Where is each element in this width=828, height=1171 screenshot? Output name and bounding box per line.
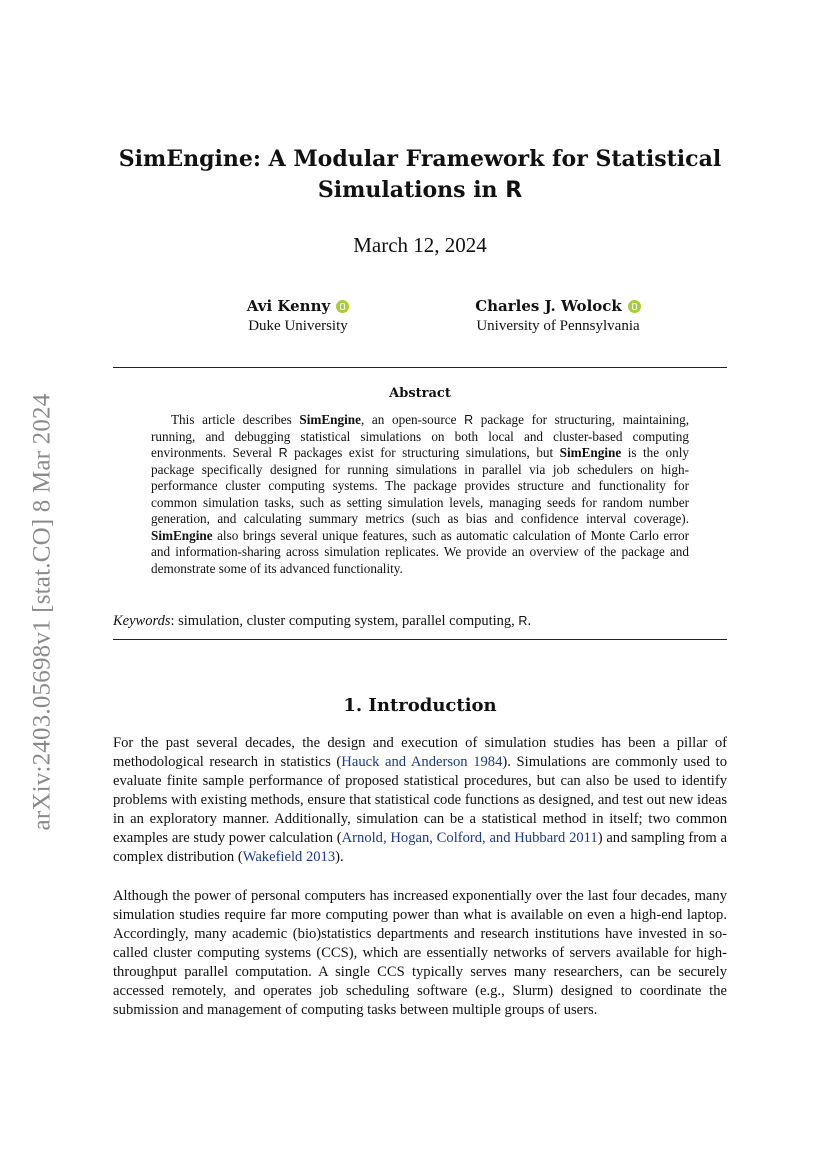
abstract-segment: This article describes bbox=[171, 412, 300, 427]
arxiv-identifier: arXiv:2403.05698v1 [stat.CO] 8 Mar 2024 bbox=[28, 393, 56, 831]
paper-title bbox=[113, 144, 727, 206]
package-name: SimEngine bbox=[559, 445, 622, 460]
abstract-bottom-rule bbox=[113, 639, 727, 640]
r-language-mark: R bbox=[278, 446, 288, 460]
keywords-end: . bbox=[527, 613, 532, 629]
orcid-icon[interactable] bbox=[628, 300, 641, 313]
citation-link[interactable]: Arnold, Hogan, Colford, and Hubbard 2011 bbox=[341, 830, 598, 846]
intro-paragraph-2: Although the power of personal computers has increased exponentially over the last four decades, many simulation studies require far more computing power than what is available on even a high-end laptop. Accordingly, many academic (bio)statistics departments and research institutions have invested in so-called cluster computing systems (CCS), which are essentially networks of servers available for high-throughput parallel computation. A single CCS typically serves many researchers, can be securely accessed remotely, and operates job scheduling software (e.g., Slurm) designed to coordinate the submission and management of computing tasks between multiple groups of users. bbox=[113, 888, 727, 1018]
author-name-2 bbox=[453, 296, 663, 316]
orcid-icon[interactable] bbox=[336, 300, 349, 313]
abstract-segment: package for structuring, maintaining, running, and debugging statistical simulations on both local and cluster-based computing environments. Several bbox=[151, 412, 690, 460]
keywords-text: : simulation, cluster computing system, parallel computing, bbox=[170, 613, 519, 629]
author-name-text: Charles J. Wolock bbox=[475, 297, 622, 315]
abstract-segment: is the only package specifically designed for running simulations in parallel via job schedulers on high-performance cluster computing systems. The package provides structure and functionality for common simulation tasks, such as setting simulation levels, managing seeds for random number generation, and calculating summary metrics (such as bias and confidence interval coverage). bbox=[151, 445, 689, 526]
paragraph-segment: For the past several decades, the design and execution of simulation studies has been a pillar of methodological research in statistics ( bbox=[113, 735, 727, 770]
author-block-1 bbox=[203, 296, 393, 336]
keywords-r-mark: R bbox=[518, 614, 528, 628]
package-name: SimEngine bbox=[299, 412, 361, 427]
intro-paragraph-1 bbox=[113, 734, 727, 867]
paragraph-segment: ). bbox=[335, 849, 344, 865]
title-line-2: Simulations in bbox=[317, 177, 506, 203]
citation-link[interactable]: Wakefield 2013 bbox=[242, 849, 336, 865]
author-affiliation-1: Duke University bbox=[248, 318, 348, 334]
author-affiliation-2: University of Pennsylvania bbox=[476, 318, 640, 334]
r-language-mark: R bbox=[464, 413, 474, 427]
title-r-language: R bbox=[505, 178, 523, 203]
abstract-segment: , an open-source bbox=[360, 412, 465, 427]
author-block-2 bbox=[453, 296, 663, 336]
abstract-heading: Abstract bbox=[389, 386, 451, 401]
author-name-text: Avi Kenny bbox=[246, 297, 331, 315]
keywords-line bbox=[113, 613, 727, 630]
package-name: SimEngine bbox=[151, 527, 213, 543]
publication-date: March 12, 2024 bbox=[353, 233, 487, 257]
section-heading-introduction: 1. Introduction bbox=[343, 695, 497, 716]
abstract-segment: also brings several unique features, such as automatic calculation of Monte Carlo error and information-sharing across simulation replicates. We provide an overview of the package and demonstrate some of its advanced functionality. bbox=[151, 527, 689, 576]
abstract-text bbox=[151, 412, 689, 577]
keywords-label: Keywords bbox=[113, 613, 171, 629]
paragraph-segment: ) and sampling from a complex distribution ( bbox=[113, 830, 727, 865]
author-name-1 bbox=[203, 296, 393, 316]
abstract-top-rule bbox=[113, 367, 727, 368]
paragraph-segment: ). Simulations are commonly used to evaluate finite sample performance of proposed statistical procedures, but can also be used to identify problems with existing methods, ensure that statistical code functions as designed, and test out new ideas in an exploratory manner. Additionally, simulation can be a statistical method in itself; two common examples are study power calculation ( bbox=[113, 754, 728, 846]
citation-link[interactable]: Hauck and Anderson 1984 bbox=[341, 754, 503, 770]
arxiv-sidebar-stamp bbox=[20, 362, 64, 862]
title-line-1: SimEngine: A Modular Framework for Statistical bbox=[118, 146, 722, 172]
abstract-segment: packages exist for structuring simulations, but bbox=[287, 445, 560, 460]
